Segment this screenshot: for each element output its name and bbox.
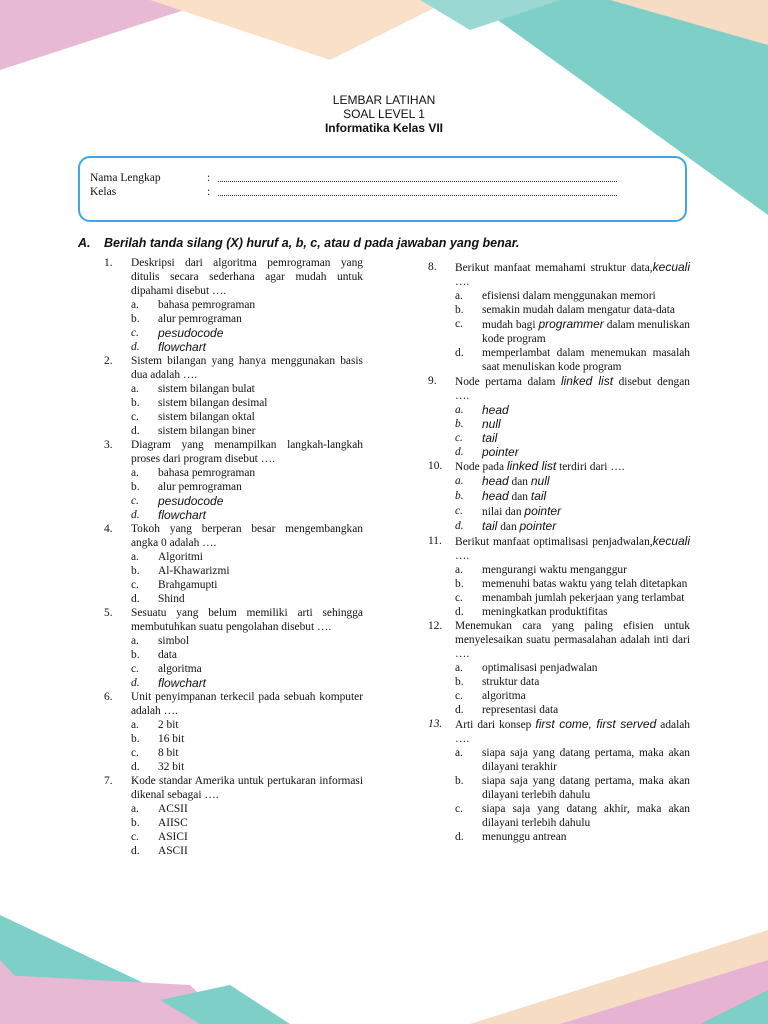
option-letter: b. xyxy=(131,313,140,325)
option-a[interactable] xyxy=(131,550,363,564)
instruction-text: Berilah tanda silang (X) huruf a, b, c, atau d pada jawaban yang benar. xyxy=(104,236,520,250)
option-text-part: dan xyxy=(508,476,531,488)
option-text: AIISC xyxy=(158,817,188,829)
option-letter: d. xyxy=(131,509,140,521)
option-b[interactable] xyxy=(131,312,363,326)
question-text-italic: kecuali xyxy=(652,260,690,274)
question-text: Deskripsi dari algoritma pemrograman yang ditulis secara sederhana agar mudah untuk dipahami disebut …. xyxy=(131,257,363,297)
option-letter: c. xyxy=(455,432,463,444)
question-text xyxy=(455,374,690,403)
header-subject: Informatika Kelas VII xyxy=(324,121,444,135)
option-a[interactable] xyxy=(455,563,690,577)
question-text-part: …. xyxy=(455,550,470,562)
question-text-italic: kecuali xyxy=(652,534,690,548)
class-fill-line[interactable] xyxy=(218,195,617,196)
option-text xyxy=(482,489,690,504)
class-label: Kelas xyxy=(90,186,117,198)
option-text-part: dalam menuliskan kode program xyxy=(482,319,690,345)
option-text-part: dan xyxy=(508,491,531,503)
option-letter: d. xyxy=(455,446,464,458)
option-text: siapa saja yang datang pertama, maka akan dilayani terakhir xyxy=(482,747,690,773)
option-c[interactable] xyxy=(131,326,363,340)
option-text: pesudocode xyxy=(158,326,224,340)
question-number: 4. xyxy=(104,523,113,535)
option-text-italic: tail xyxy=(530,489,547,503)
question-text xyxy=(455,459,690,474)
option-d[interactable] xyxy=(131,592,363,606)
question-text: Kode standar Amerika untuk pertukaran informasi dikenal sebagai …. xyxy=(131,775,363,801)
option-text: flowchart xyxy=(158,340,207,354)
option-letter: c. xyxy=(455,318,463,330)
option-text: menunggu antrean xyxy=(482,831,567,843)
option-d[interactable] xyxy=(131,676,363,690)
option-letter: b. xyxy=(131,649,140,661)
option-c[interactable] xyxy=(455,591,690,605)
name-row xyxy=(90,172,630,186)
question-text: Unit penyimpanan terkecil pada sebuah komputer adalah …. xyxy=(131,691,363,717)
option-c[interactable] xyxy=(131,830,363,844)
section-letter: A. xyxy=(78,236,91,250)
option-c[interactable] xyxy=(131,662,363,676)
option-a[interactable] xyxy=(455,661,690,675)
option-text: memperlambat dalam menemukan masalah saat menuliskan kode program xyxy=(482,347,690,373)
option-b[interactable] xyxy=(131,396,363,410)
option-b[interactable] xyxy=(131,648,363,662)
option-letter: a. xyxy=(131,551,139,563)
question-text-part: Node pertama dalam xyxy=(455,376,561,388)
question-text-part: Arti dari konsep xyxy=(455,719,536,731)
name-label: Nama Lengkap xyxy=(90,172,161,184)
option-letter: b. xyxy=(131,481,140,493)
option-text: efisiensi dalam menggunakan memori xyxy=(482,290,656,302)
option-letter: a. xyxy=(131,803,139,815)
option-text-italic: tail xyxy=(482,519,498,533)
option-b[interactable] xyxy=(455,417,690,431)
option-c[interactable] xyxy=(455,802,690,830)
option-text-italic: pointer xyxy=(519,519,557,533)
question-text-part: adalah …. xyxy=(455,719,691,745)
option-a[interactable] xyxy=(131,634,363,648)
option-text: bahasa pemrograman xyxy=(158,467,256,479)
option-text xyxy=(482,519,690,534)
class-colon: : xyxy=(207,186,211,198)
option-letter: a. xyxy=(131,467,139,479)
left-column xyxy=(104,256,363,858)
option-text: representasi data xyxy=(482,704,559,716)
option-letter: b. xyxy=(455,775,464,787)
option-letter: a. xyxy=(131,635,139,647)
option-text: ACSII xyxy=(158,803,188,815)
option-d[interactable] xyxy=(455,703,690,717)
option-text-italic: pointer xyxy=(524,504,562,518)
question-10 xyxy=(428,459,690,474)
option-text: pesudocode xyxy=(158,494,224,508)
option-letter: a. xyxy=(131,383,139,395)
option-d[interactable] xyxy=(131,844,363,858)
class-row xyxy=(90,186,630,200)
document-header xyxy=(0,93,768,135)
option-letter: b. xyxy=(131,817,140,829)
option-text: struktur data xyxy=(482,676,540,688)
option-a[interactable] xyxy=(131,382,363,396)
option-letter: d. xyxy=(455,704,464,716)
option-letter: c. xyxy=(131,411,139,423)
question-text: Diagram yang menampilkan langkah-langkah proses dari program disebut …. xyxy=(131,439,363,465)
option-text: optimalisasi penjadwalan xyxy=(482,662,598,674)
option-letter: a. xyxy=(131,719,139,731)
option-text: Shind xyxy=(158,593,185,605)
option-letter: b. xyxy=(455,418,464,430)
option-b[interactable] xyxy=(131,564,363,578)
option-a[interactable] xyxy=(131,802,363,816)
option-text: sistem bilangan desimal xyxy=(158,397,268,409)
question-4 xyxy=(104,522,363,550)
option-a[interactable] xyxy=(455,474,690,489)
option-b[interactable] xyxy=(131,816,363,830)
option-letter: c. xyxy=(131,495,139,507)
option-letter: d. xyxy=(131,761,140,773)
option-letter: b. xyxy=(455,304,464,316)
right-column xyxy=(428,260,690,844)
question-number: 3. xyxy=(104,439,113,451)
option-c[interactable] xyxy=(131,494,363,508)
question-number: 6. xyxy=(104,691,113,703)
option-text: Al-Khawarizmi xyxy=(158,565,230,577)
question-8 xyxy=(428,260,690,289)
option-letter: c. xyxy=(455,690,463,702)
option-letter: a. xyxy=(455,404,464,416)
option-b[interactable] xyxy=(455,577,690,591)
option-c[interactable] xyxy=(131,410,363,424)
question-2 xyxy=(104,354,363,382)
option-text: tail xyxy=(482,431,498,445)
option-a[interactable] xyxy=(455,746,690,774)
name-fill-line[interactable] xyxy=(218,181,617,182)
option-letter: d. xyxy=(131,425,140,437)
question-number: 11. xyxy=(428,535,442,547)
question-number: 8. xyxy=(428,261,437,273)
option-b[interactable] xyxy=(131,480,363,494)
option-letter: b. xyxy=(131,733,140,745)
option-d[interactable] xyxy=(455,346,690,374)
option-text: head xyxy=(482,403,509,417)
option-text: algoritma xyxy=(158,663,202,675)
question-text: Sistem bilangan yang hanya menggunakan basis dua adalah …. xyxy=(131,355,363,381)
option-letter: d. xyxy=(455,606,464,618)
option-letter: d. xyxy=(131,845,140,857)
question-text xyxy=(455,260,690,289)
option-letter: a. xyxy=(455,564,463,576)
question-5 xyxy=(104,606,363,634)
option-a[interactable] xyxy=(131,466,363,480)
option-c[interactable] xyxy=(131,746,363,760)
name-colon: : xyxy=(207,172,211,184)
option-text: 16 bit xyxy=(158,733,185,745)
question-text xyxy=(455,534,690,563)
option-a[interactable] xyxy=(131,298,363,312)
option-text-italic: head xyxy=(482,474,509,488)
option-text: 2 bit xyxy=(158,719,179,731)
option-b[interactable] xyxy=(455,675,690,689)
option-letter: a. xyxy=(455,662,463,674)
option-text xyxy=(482,504,690,519)
question-number: 13. xyxy=(428,718,443,730)
option-b[interactable] xyxy=(455,303,690,317)
question-11 xyxy=(428,534,690,563)
option-letter: b. xyxy=(455,578,464,590)
option-letter: c. xyxy=(131,327,139,339)
option-text: null xyxy=(482,417,501,431)
option-text-part: mudah bagi xyxy=(482,319,539,331)
option-d[interactable] xyxy=(455,519,690,534)
option-text: flowchart xyxy=(158,676,207,690)
option-text-part: dan xyxy=(497,521,520,533)
option-text: pointer xyxy=(482,445,519,459)
option-text: 32 bit xyxy=(158,761,185,773)
option-text: sistem bilangan biner xyxy=(158,425,256,437)
option-text: Algoritmi xyxy=(158,551,203,563)
option-c[interactable] xyxy=(455,689,690,703)
option-text: sistem bilangan bulat xyxy=(158,383,255,395)
option-d[interactable] xyxy=(455,830,690,844)
option-a[interactable] xyxy=(455,403,690,417)
option-letter: c. xyxy=(131,663,139,675)
question-text-italic: first come, first served xyxy=(535,717,657,731)
option-d[interactable] xyxy=(131,424,363,438)
option-text: flowchart xyxy=(158,508,207,522)
option-b[interactable] xyxy=(455,489,690,504)
option-d[interactable] xyxy=(131,508,363,522)
option-letter: d. xyxy=(131,677,140,689)
question-7 xyxy=(104,774,363,802)
question-12 xyxy=(428,619,690,661)
option-text: algoritma xyxy=(482,690,526,702)
option-text: memenuhi batas waktu yang telah ditetapkan xyxy=(482,578,688,590)
question-text-part: Berikut manfaat memahami struktur data, xyxy=(455,262,653,274)
question-number: 9. xyxy=(428,375,437,387)
option-text: meningkatkan produktifitas xyxy=(482,606,608,618)
question-text-italic: linked list xyxy=(560,374,614,388)
header-title: LEMBAR LATIHAN xyxy=(332,93,436,107)
header-level: SOAL LEVEL 1 xyxy=(343,107,425,121)
option-c[interactable] xyxy=(131,578,363,592)
option-letter: c. xyxy=(131,831,139,843)
option-text: simbol xyxy=(158,635,190,647)
question-9 xyxy=(428,374,690,403)
option-b[interactable] xyxy=(455,774,690,802)
option-letter: b. xyxy=(455,676,464,688)
option-letter: b. xyxy=(131,397,140,409)
option-a[interactable] xyxy=(455,289,690,303)
option-c[interactable] xyxy=(455,317,690,346)
option-d[interactable] xyxy=(455,605,690,619)
option-letter: a. xyxy=(455,747,463,759)
option-letter: d. xyxy=(455,520,464,532)
question-13 xyxy=(428,717,690,746)
question-number: 7. xyxy=(104,775,113,787)
question-text-italic: linked list xyxy=(506,459,557,473)
option-letter: d. xyxy=(455,831,464,843)
option-text-italic: null xyxy=(530,474,550,488)
option-text: ASICI xyxy=(158,831,188,843)
option-letter: d. xyxy=(131,593,140,605)
option-text: bahasa pemrograman xyxy=(158,299,256,311)
question-text: Tokoh yang berperan besar mengembangkan angka 0 adalah …. xyxy=(131,523,363,549)
option-text: sistem bilangan oktal xyxy=(158,411,255,423)
question-text-part: Node pada xyxy=(455,461,507,473)
option-text xyxy=(482,317,690,346)
option-text-part: nilai dan xyxy=(482,506,525,518)
option-letter: b. xyxy=(131,565,140,577)
question-3 xyxy=(104,438,363,466)
question-text-part: Berikut manfaat optimalisasi penjadwalan, xyxy=(455,536,653,548)
question-1 xyxy=(104,256,363,298)
question-number: 5. xyxy=(104,607,113,619)
option-text: menambah jumlah pekerjaan yang terlambat xyxy=(482,592,685,604)
question-number: 2. xyxy=(104,355,113,367)
option-text: mengurangi waktu menganggur xyxy=(482,564,627,576)
option-letter: a. xyxy=(455,475,464,487)
option-letter: a. xyxy=(131,299,139,311)
option-text-italic: programmer xyxy=(538,317,604,331)
option-d[interactable] xyxy=(131,340,363,354)
option-c[interactable] xyxy=(455,431,690,445)
question-text-part: …. xyxy=(455,276,470,288)
option-text: alur pemrograman xyxy=(158,313,242,325)
option-letter: d. xyxy=(455,347,464,359)
question-text: Menemukan cara yang paling efisien untuk menyelesaikan suatu permasalahan adalah inti dari …. xyxy=(455,620,690,660)
option-d[interactable] xyxy=(455,445,690,459)
question-text-part: disebut dengan …. xyxy=(455,376,690,402)
option-letter: c. xyxy=(131,579,139,591)
option-letter: b. xyxy=(455,490,464,502)
option-letter: a. xyxy=(455,290,463,302)
option-letter: c. xyxy=(131,747,139,759)
option-a[interactable] xyxy=(131,718,363,732)
option-c[interactable] xyxy=(455,504,690,519)
option-text: 8 bit xyxy=(158,747,179,759)
question-text xyxy=(455,717,690,746)
question-6 xyxy=(104,690,363,718)
question-number: 12. xyxy=(428,620,443,632)
option-text: siapa saja yang datang akhir, maka akan dilayani terlebih dahulu xyxy=(482,803,690,829)
question-number: 1. xyxy=(104,257,113,269)
option-b[interactable] xyxy=(131,732,363,746)
option-letter: c. xyxy=(455,505,463,517)
option-text: siapa saja yang datang pertama, maka akan dilayani terlebih dahulu xyxy=(482,775,690,801)
option-d[interactable] xyxy=(131,760,363,774)
option-letter: c. xyxy=(455,803,463,815)
option-letter: c. xyxy=(455,592,463,604)
option-letter: d. xyxy=(131,341,140,353)
question-text-part: terdiri dari …. xyxy=(556,461,625,473)
question-number: 10. xyxy=(428,460,443,472)
option-text: alur pemrograman xyxy=(158,481,242,493)
option-text: Brahgamupti xyxy=(158,579,218,591)
instruction xyxy=(78,236,519,250)
option-text xyxy=(482,474,690,489)
option-text: semakin mudah dalam mengatur data-data xyxy=(482,304,675,316)
question-text: Sesuatu yang belum memiliki arti sehingga membutuhkan suatu pengolahan disebut …. xyxy=(131,607,363,633)
option-text: ASCII xyxy=(158,845,188,857)
option-text: data xyxy=(158,649,177,661)
option-text-italic: head xyxy=(482,489,509,503)
